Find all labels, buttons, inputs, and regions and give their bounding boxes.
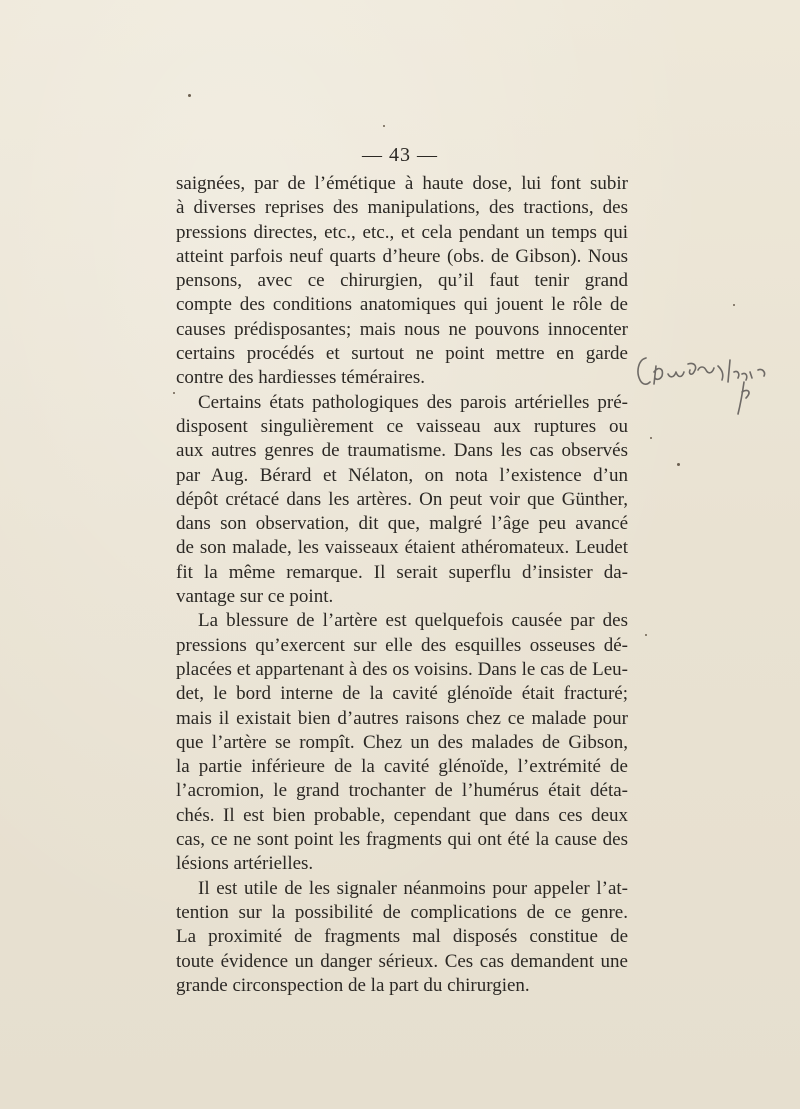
text-line: vantage sur ce point. bbox=[176, 586, 334, 608]
text-line: à diverses reprises des manipulations, des tractions, des bbox=[176, 197, 628, 219]
paper-speck bbox=[733, 304, 735, 306]
text-line: pressions directes, etc., etc., et cela pendant un temps qui bbox=[176, 221, 628, 243]
paper-speck bbox=[188, 94, 191, 97]
handwritten-annotation bbox=[634, 352, 800, 432]
text-line: lésions artérielles. bbox=[176, 853, 314, 875]
text-line: toute évidence un danger sérieux. Ces cas demandent une bbox=[176, 950, 628, 972]
text-line: cas, ce ne sont point les fragments qui ont été la cause des bbox=[176, 829, 628, 851]
paper-speck bbox=[645, 634, 647, 636]
text-line: certains procédés et surtout ne point mettre en garde bbox=[176, 343, 628, 365]
text-line: de son malade, les vaisseaux étaient athéromateux. Leudet bbox=[176, 537, 628, 559]
paper-speck bbox=[650, 437, 652, 439]
body-text bbox=[176, 172, 628, 998]
text-line: Il est utile de les signaler néanmoins pour appeler l’at- bbox=[198, 877, 628, 899]
text-line: La proximité de fragments mal disposés constitue de bbox=[176, 926, 628, 948]
text-line: dans son observation, dit que, malgré l’âge peu avancé bbox=[176, 513, 628, 535]
text-line: fit la même remarque. Il serait superflu d’insister da- bbox=[176, 561, 628, 583]
text-line: pensons, avec ce chirurgien, qu’il faut tenir grand bbox=[176, 270, 628, 292]
text-line: que l’artère se rompît. Chez un des malades de Gibson, bbox=[176, 731, 628, 753]
text-line: mais il existait bien d’autres raisons chez ce malade pour bbox=[176, 707, 628, 729]
text-line: chés. Il est bien probable, cependant que dans ces deux bbox=[176, 804, 628, 826]
text-line: grande circonspection de la part du chirurgien. bbox=[176, 974, 530, 996]
text-line: pressions qu’exercent sur elle des esquilles osseuses dé- bbox=[176, 634, 628, 656]
text-line: La blessure de l’artère est quelquefois causée par des bbox=[198, 610, 628, 632]
text-line: disposent singulièrement ce vaisseau aux ruptures ou bbox=[176, 415, 628, 437]
text-line: dépôt crétacé dans les artères. On peut voir que Günther, bbox=[176, 488, 628, 510]
paper-speck bbox=[173, 392, 175, 394]
text-line: Certains états pathologiques des parois artérielles pré- bbox=[198, 391, 628, 413]
text-line: saignées, par de l’émétique à haute dose, lui font subir bbox=[176, 173, 628, 194]
text-line: aux autres genres de traumatisme. Dans les cas observés bbox=[176, 440, 628, 462]
text-line: det, le bord interne de la cavité glénoïde était fracturé; bbox=[176, 683, 628, 705]
page-number: — 43 — bbox=[362, 144, 438, 166]
text-line: causes prédisposantes; mais nous ne pouvons innocenter bbox=[176, 318, 628, 340]
text-line: compte des conditions anatomiques qui jouent le rôle de bbox=[176, 294, 628, 316]
text-line: par Aug. Bérard et Nélaton, on nota l’existence d’un bbox=[176, 464, 628, 486]
handwritten-signature-icon bbox=[634, 352, 800, 432]
text-line: tention sur la possibilité de complications de ce genre. bbox=[176, 901, 628, 923]
paper-speck bbox=[677, 463, 680, 466]
text-line: placées et appartenant à des os voisins. Dans le cas de Leu- bbox=[176, 658, 628, 680]
text-line: atteint parfois neuf quarts d’heure (obs. de Gibson). Nous bbox=[176, 245, 628, 267]
text-line: la partie inférieure de la cavité glénoïde, l’extrémité de bbox=[176, 756, 628, 778]
paper-speck bbox=[383, 125, 385, 127]
text-line: contre des hardiesses téméraires. bbox=[176, 367, 426, 389]
text-line: l’acromion, le grand trochanter de l’humérus était déta- bbox=[176, 780, 628, 802]
